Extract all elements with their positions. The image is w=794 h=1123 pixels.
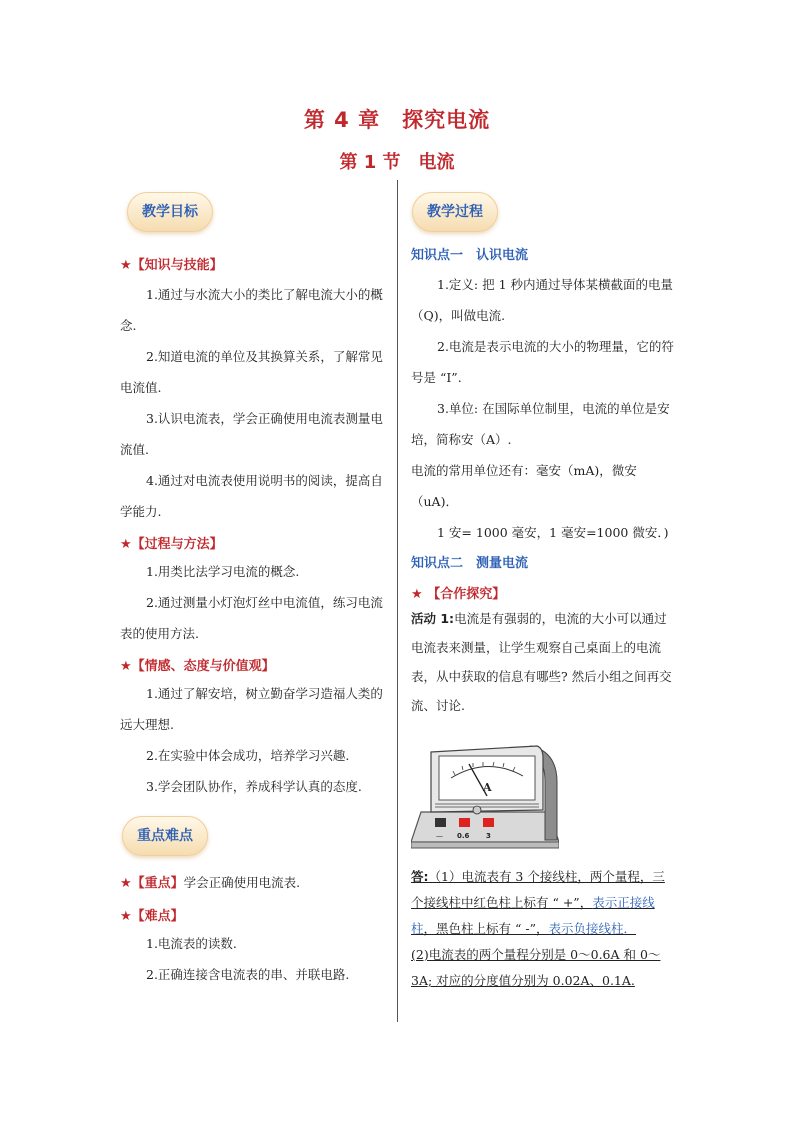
- star-icon: ★: [120, 537, 132, 552]
- star-icon: ★: [120, 909, 132, 924]
- kp1-item: 1.定义: 把 1 秒内通过导体某横截面的电量（Q)，叫做电流.: [411, 277, 674, 323]
- red-terminal: [483, 818, 494, 827]
- kp1-conversion: 1 安= 1000 毫安，1 毫安=1000 微安．): [437, 525, 669, 540]
- ammeter-illustration: [411, 742, 559, 850]
- knowledge-point-2-heading: 知识点二 测量电流: [411, 556, 529, 571]
- knowledge-item: 3.认识电流表，学会正确使用电流表测量电流值.: [120, 411, 383, 457]
- left-column: [120, 254, 390, 802]
- kp1-common-units: 电流的常用单位还有：毫安（mA)，微安（uA)．: [411, 463, 637, 509]
- difficult-item: 1.电流表的读数.: [146, 936, 237, 951]
- star-icon: ★: [411, 587, 423, 602]
- zero-adjust-icon: [473, 806, 481, 814]
- difficult-item: 2.正确连接含电流表的串、并联电路.: [146, 967, 350, 982]
- difficult-heading: ★【难点】: [120, 909, 184, 924]
- knowledge-item: 1.通过与水流大小的类比了解电流大小的概念.: [120, 287, 383, 333]
- process-item: 2.通过测量小灯泡灯丝中电流值，练习电流表的使用方法.: [120, 595, 383, 641]
- terminal-label: —: [436, 832, 443, 840]
- terminal-label: 3: [486, 832, 491, 840]
- kp1-item: 3.单位: 在国际单位制里，电流的单位是安培，简称安（A）.: [411, 401, 670, 447]
- process-item: 1.用类比法学习电流的概念.: [146, 564, 300, 579]
- emotion-heading: ★【情感、态度与价值观】: [120, 659, 275, 674]
- activity-1: 活动 1:电流是有强弱的，电流的大小可以通过电流表来测量，让学生观察自己桌面上的电流表，从中获取的信息有哪些? 然后小组之间再交流、讨论.: [411, 611, 672, 713]
- red-terminal: [459, 818, 470, 827]
- knowledge-item: 2.知道电流的单位及其换算关系，了解常见电流值.: [120, 349, 383, 395]
- black-terminal: [435, 818, 446, 827]
- coop-heading: ★ 【合作探究】: [411, 587, 506, 602]
- column-divider: [397, 180, 398, 1022]
- terminal-label: 0.6: [457, 832, 470, 840]
- emotion-item: 2.在实验中体会成功，培养学习兴趣.: [146, 748, 350, 763]
- answer-part-1: 答:（1）电流表有 3 个接线柱，两个量程，三个接线柱中红色柱上标有 “ +”，表示正接线柱，黑色柱上标有 “ -”，表示负接线柱．: [411, 869, 665, 936]
- star-icon: ★: [120, 258, 132, 273]
- knowledge-heading: ★【知识与技能】: [120, 258, 223, 273]
- section-title: 第 1 节 电流: [339, 152, 455, 173]
- knowledge-item: 4.通过对电流表使用说明书的阅读，提高自学能力.: [120, 473, 383, 519]
- emotion-item: 3.学会团队协作，养成科学认真的态度.: [146, 779, 362, 794]
- kp1-item: 2.电流是表示电流的大小的物理量，它的符号是 “I”.: [411, 339, 674, 385]
- knowledge-point-1-heading: 知识点一 认识电流: [411, 248, 529, 263]
- chapter-title: 第 4 章 探究电流: [303, 108, 491, 132]
- teaching-goals-pill: 教学目标: [127, 192, 213, 232]
- key-points-section: [120, 872, 390, 990]
- answer-part-2: (2)电流表的两个量程分别是 0～0.6A 和 0～3A; 对应的分度值分别为 0.02A、0.1A.: [411, 947, 661, 988]
- right-column: [411, 244, 675, 720]
- focus-heading: ★【重点】学会正确使用电流表.: [120, 875, 301, 891]
- answer-block: [411, 864, 675, 994]
- process-heading: ★【过程与方法】: [120, 537, 223, 552]
- star-icon: ★: [120, 659, 132, 674]
- star-icon: ★: [120, 876, 132, 891]
- teaching-process-pill: 教学过程: [412, 192, 498, 232]
- key-points-pill: 重点难点: [122, 816, 208, 856]
- emotion-item: 1.通过了解安培，树立勤奋学习造福人类的远大理想.: [120, 686, 383, 732]
- meter-letter: A: [483, 781, 492, 794]
